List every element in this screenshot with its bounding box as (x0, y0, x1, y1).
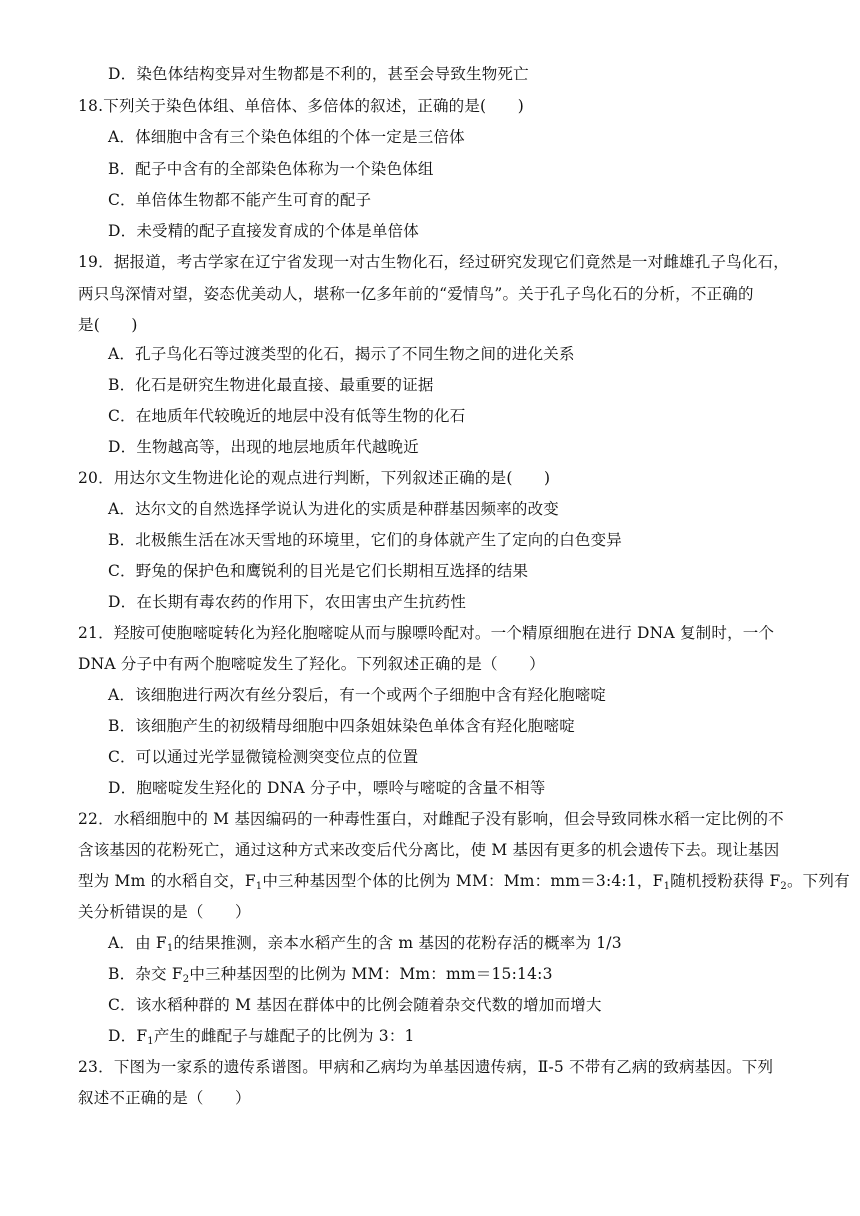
subscript: 1 (166, 943, 174, 954)
q22-option-a-part1: A．由 F (108, 934, 167, 952)
q22-option-d-part2: 产生的雌配子与雄配子的比例为 3：1 (153, 1027, 415, 1045)
subscript: 2 (780, 881, 787, 892)
q20-option-c: C．野兔的保护色和鹰锐利的目光是它们长期相互选择的结果 (108, 562, 529, 580)
q20-stem: 20．用达尔文生物进化论的观点进行判断，下列叙述正确的是( ) (78, 469, 551, 487)
q21-option-c: C．可以通过光学显微镜检测突变位点的位置 (108, 748, 419, 766)
q20-option-d: D．在长期有毒农药的作用下，农田害虫产生抗药性 (108, 593, 467, 611)
q22-stem-line3 (78, 871, 850, 891)
q21-stem-line1: 21．羟胺可使胞嘧啶转化为羟化胞嘧啶从而与腺嘌呤配对。一个精原细胞在进行 DNA 复制时，一个 (78, 624, 775, 642)
q22-stem-line2: 含该基因的花粉死亡，通过这种方式来改变后代分离比，使 M 基因有更多的机会遗传下去。现让基因 (78, 841, 780, 859)
q21-stem-line2: DNA 分子中有两个胞嘧啶发生了羟化。下列叙述正确的是（ ） (78, 655, 545, 673)
q22-option-b (108, 964, 553, 984)
q22-option-d (108, 1026, 415, 1046)
q18-option-b: B．配子中含有的全部染色体称为一个染色体组 (108, 160, 434, 178)
q19-option-d: D．生物越高等，出现的地层地质年代越晚近 (108, 438, 419, 456)
subscript: 1 (255, 881, 263, 892)
q22-option-c: C．该水稻种群的 M 基因在群体中的比例会随着杂交代数的增加而增大 (108, 996, 602, 1014)
q22-stem-line3-part1: 型为 Mm 的水稻自交，F (78, 872, 256, 890)
subscript: 1 (147, 1036, 154, 1047)
q22-stem-line3-part4: 。下列有 (786, 872, 850, 890)
q19-option-c: C．在地质年代较晚近的地层中没有低等生物的化石 (108, 407, 466, 425)
q22-option-b-part2: 中三种基因型的比例为 MM：Mm：mm＝15:14:3 (189, 965, 553, 983)
q23-stem-line2: 叙述不正确的是（ ） (78, 1089, 251, 1107)
q22-option-b-part1: B．杂交 F (108, 965, 183, 983)
q18-option-d: D．未受精的配子直接发育成的个体是单倍体 (108, 222, 419, 240)
q23-stem-line1: 23．下图为一家系的遗传系谱图。甲病和乙病均为单基因遗传病，Ⅱ-5 不带有乙病的致病基因。下列 (78, 1058, 774, 1076)
q21-option-b: B．该细胞产生的初级精母细胞中四条姐妹染色单体含有羟化胞嘧啶 (108, 717, 575, 735)
q20-option-a: A．达尔文的自然选择学说认为进化的实质是种群基因频率的改变 (108, 500, 559, 518)
q22-stem-line1: 22．水稻细胞中的 M 基因编码的一种毒性蛋白，对雌配子没有影响，但会导致同株水稻一定比例的不 (78, 810, 784, 828)
q21-option-a: A．该细胞进行两次有丝分裂后，有一个或两个子细胞中含有羟化胞嘧啶 (108, 686, 607, 704)
q19-stem-line1: 19．据报道，考古学家在辽宁省发现一对古生物化石，经过研究发现它们竟然是一对雌雄孔子鸟化石， (78, 253, 789, 271)
q18-option-c: C．单倍体生物都不能产生可育的配子 (108, 191, 372, 209)
q22-stem-line3-part2: 中三种基因型个体的比例为 MM：Mm：mm＝3:4:1，F (262, 872, 664, 890)
subscript: 1 (663, 881, 671, 892)
q18-stem: 18.下列关于染色体组、单倍体、多倍体的叙述，正确的是( ) (78, 97, 524, 115)
q18-option-a: A．体细胞中含有三个染色体组的个体一定是三倍体 (108, 128, 465, 146)
q22-option-a-part2: 的结果推测，亲本水稻产生的含 m 基因的花粉存活的概率为 1/3 (173, 934, 622, 952)
q19-option-b: B．化石是研究生物进化最直接、最重要的证据 (108, 376, 434, 394)
q22-stem-line3-part3: 随机授粉获得 F (670, 872, 781, 890)
subscript: 2 (182, 974, 190, 985)
q22-option-d-part1: D．F (108, 1027, 148, 1045)
q17-option-d: D．染色体结构变异对生物都是不利的，甚至会导致生物死亡 (108, 65, 529, 83)
q19-option-a: A．孔子鸟化石等过渡类型的化石，揭示了不同生物之间的进化关系 (108, 345, 575, 363)
q22-stem-line4: 关分析错误的是（ ） (78, 903, 251, 921)
q19-stem-line2: 两只鸟深情对望，姿态优美动人，堪称一亿多年前的“爱情鸟”。关于孔子鸟化石的分析，不正确的 (78, 285, 754, 303)
q21-option-d: D．胞嘧啶发生羟化的 DNA 分子中，嘌呤与嘧啶的含量不相等 (108, 779, 546, 797)
q20-option-b: B．北极熊生活在冰天雪地的环境里，它们的身体就产生了定向的白色变异 (108, 531, 622, 549)
q22-option-a (108, 933, 622, 953)
q19-stem-line3: 是( ) (78, 316, 138, 334)
